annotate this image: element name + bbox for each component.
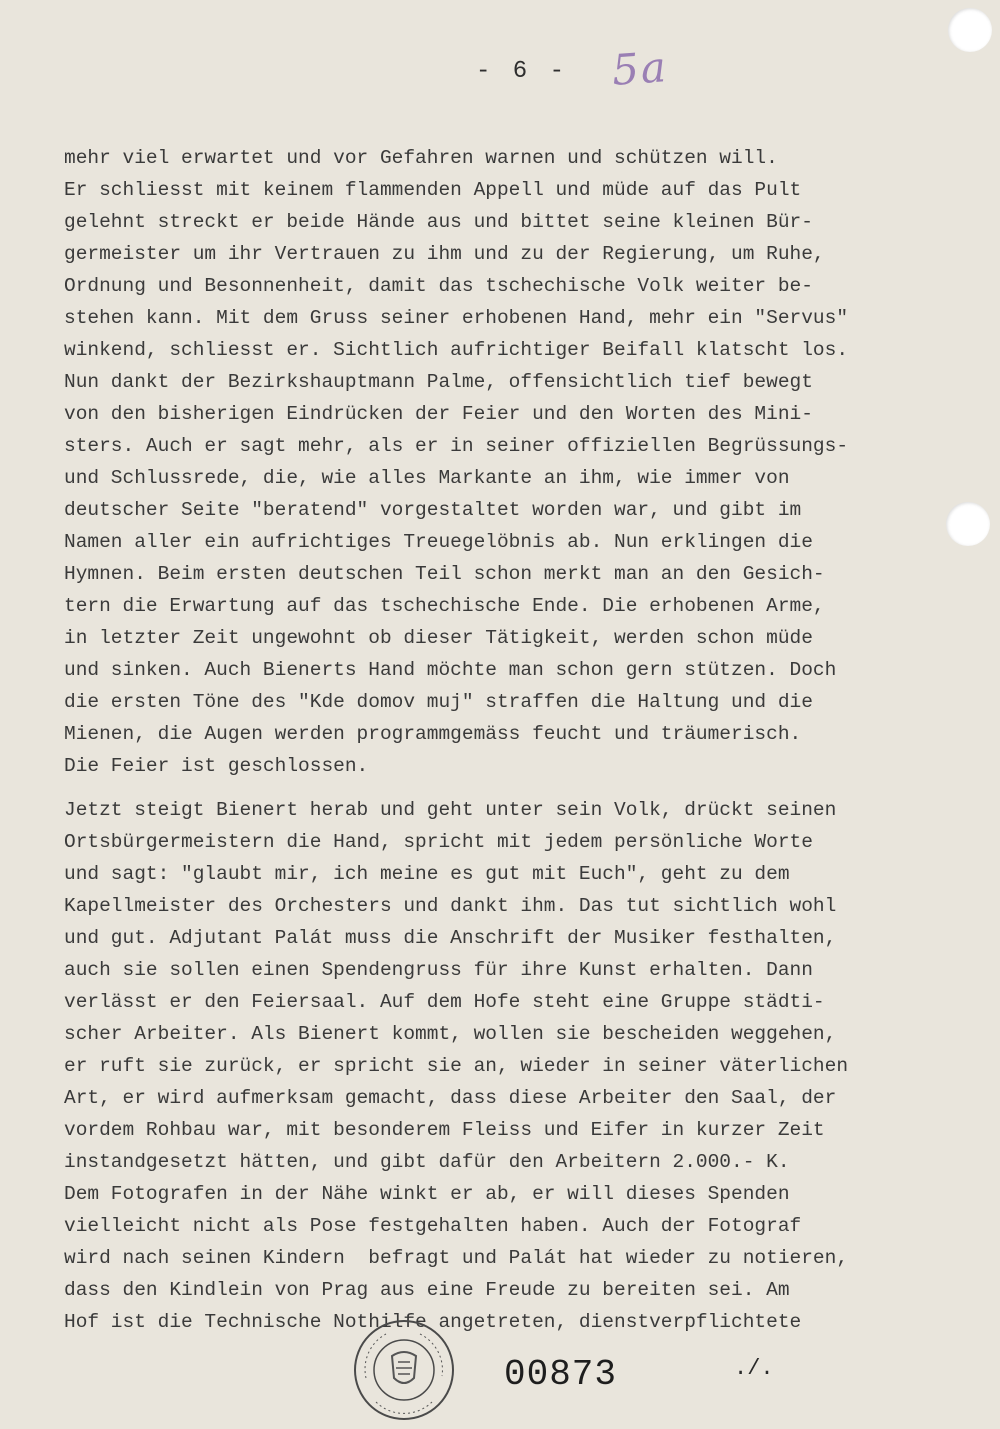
archive-stamp-icon: [352, 1318, 456, 1422]
text-line: scher Arbeiter. Als Bienert kommt, wollen sie bescheiden weggehen,: [64, 1023, 837, 1045]
text-line: Dem Fotografen in der Nähe winkt er ab, er will dieses Spenden: [64, 1183, 790, 1205]
text-line: er ruft sie zurück, er spricht sie an, wieder in seiner väterlichen: [64, 1055, 849, 1077]
text-line: auch sie sollen einen Spendengruss für ihre Kunst erhalten. Dann: [64, 959, 813, 981]
text-line: Jetzt steigt Bienert herab und geht unter sein Volk, drückt seinen: [64, 799, 837, 821]
text-line: sters. Auch er sagt mehr, als er in seiner offiziellen Begrüssungs-: [64, 435, 849, 457]
text-line: Nun dankt der Bezirkshauptmann Palme, offensichtlich tief bewegt: [64, 371, 813, 393]
text-line: mehr viel erwartet und vor Gefahren warnen und schützen will.: [64, 147, 778, 169]
text-line: Er schliesst mit keinem flammenden Appell und müde auf das Pult: [64, 179, 802, 201]
text-line: Die Feier ist geschlossen.: [64, 755, 369, 777]
text-line: tern die Erwartung auf das tschechische Ende. Die erhobenen Arme,: [64, 595, 825, 617]
text-line: in letzter Zeit ungewohnt ob dieser Tätigkeit, werden schon müde: [64, 627, 813, 649]
text-line: Hymnen. Beim ersten deutschen Teil schon merkt man an den Gesich-: [64, 563, 825, 585]
text-line: Ortsbürgermeistern die Hand, spricht mit jedem persönliche Worte: [64, 831, 813, 853]
typewritten-body: [64, 142, 944, 1338]
text-line: vordem Rohbau war, mit besonderem Fleiss und Eifer in kurzer Zeit: [64, 1119, 825, 1141]
archive-number: 00873: [504, 1354, 618, 1395]
text-line: verlässt er den Feiersaal. Auf dem Hofe steht eine Gruppe städti-: [64, 991, 825, 1013]
text-line: Ordnung und Besonnenheit, damit das tschechische Volk weiter be-: [64, 275, 813, 297]
text-line: instandgesetzt hätten, und gibt dafür den Arbeitern 2.000.- K.: [64, 1151, 790, 1173]
text-line: deutscher Seite "beratend" vorgestaltet worden war, und gibt im: [64, 499, 802, 521]
text-line: und sagt: "glaubt mir, ich meine es gut mit Euch", geht zu dem: [64, 863, 790, 885]
punch-hole: [946, 502, 990, 546]
text-line: winkend, schliesst er. Sichtlich aufrichtiger Beifall klatscht los.: [64, 339, 849, 361]
paragraph: [64, 142, 944, 782]
text-line: wird nach seinen Kindern befragt und Palát hat wieder zu notieren,: [64, 1247, 849, 1269]
text-line: und sinken. Auch Bienerts Hand möchte man schon gern stützen. Doch: [64, 659, 837, 681]
punch-hole: [948, 8, 992, 52]
text-line: und Schlussrede, die, wie alles Markante an ihm, wie immer von: [64, 467, 790, 489]
text-line: germeister um ihr Vertrauen zu ihm und zu der Regierung, um Ruhe,: [64, 243, 825, 265]
text-line: Namen aller ein aufrichtiges Treuegelöbnis ab. Nun erklingen die: [64, 531, 813, 553]
continuation-mark: ./.: [734, 1356, 774, 1381]
text-line: von den bisherigen Eindrücken der Feier und den Worten des Mini-: [64, 403, 813, 425]
text-line: Art, er wird aufmerksam gemacht, dass diese Arbeiter den Saal, der: [64, 1087, 837, 1109]
text-line: Hof ist die Technische Nothilfe angetreten, dienstverpflichtete: [64, 1311, 802, 1333]
text-line: dass den Kindlein von Prag aus eine Freude zu bereiten sei. Am: [64, 1279, 790, 1301]
text-line: und gut. Adjutant Palát muss die Anschrift der Musiker festhalten,: [64, 927, 837, 949]
text-line: Mienen, die Augen werden programmgemäss feucht und träumerisch.: [64, 723, 802, 745]
text-line: gelehnt streckt er beide Hände aus und bittet seine kleinen Bür-: [64, 211, 813, 233]
paragraph: [64, 794, 944, 1338]
text-line: die ersten Töne des "Kde domov muj" straffen die Haltung und die: [64, 691, 813, 713]
handwritten-folio-number: 5a: [610, 42, 670, 95]
text-line: Kapellmeister des Orchesters und dankt ihm. Das tut sichtlich wohl: [64, 895, 837, 917]
text-line: vielleicht nicht als Pose festgehalten haben. Auch der Fotograf: [64, 1215, 802, 1237]
text-line: stehen kann. Mit dem Gruss seiner erhobenen Hand, mehr ein "Servus": [64, 307, 849, 329]
page-number: - 6 -: [476, 58, 569, 85]
